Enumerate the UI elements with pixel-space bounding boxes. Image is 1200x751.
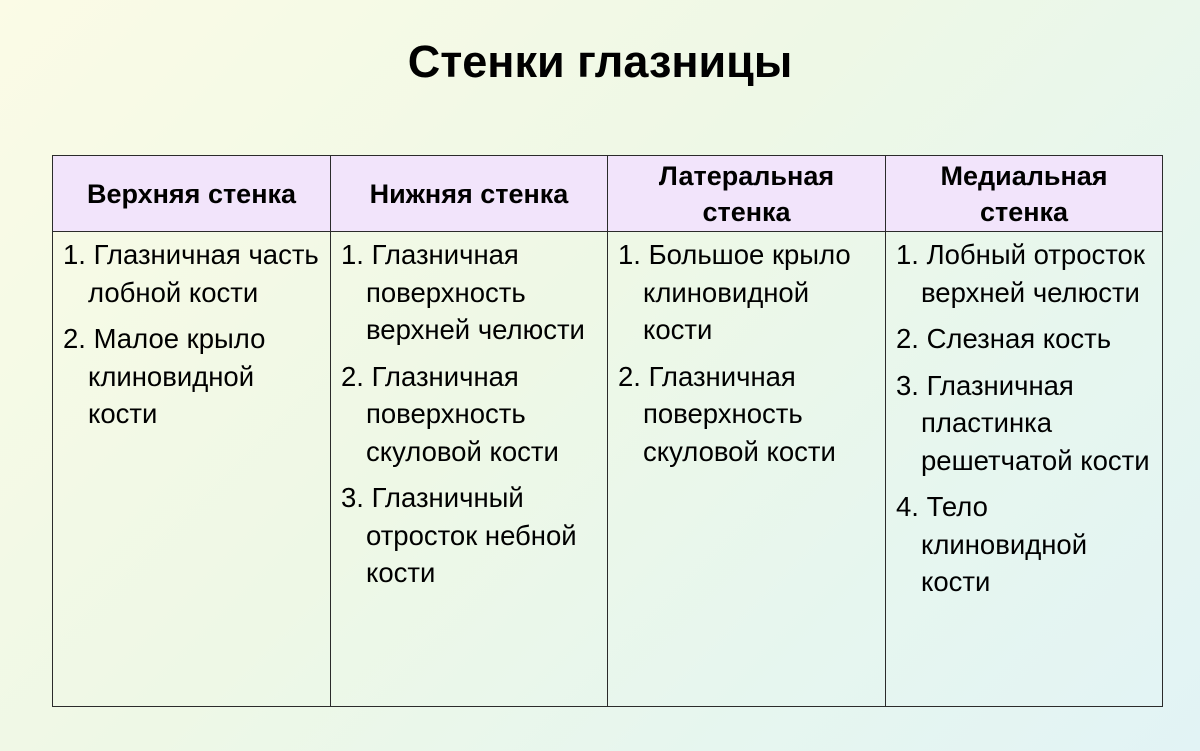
header-lateral-wall: Латеральная стенка	[608, 156, 886, 232]
list-item: 1. Глазничная поверхность верхней челюсти	[341, 239, 585, 345]
list-item: 1. Лобный отросток верхней челюсти	[896, 239, 1145, 308]
lateral-wall-cell	[608, 232, 886, 707]
list-item: 1. Большое крыло клиновидной кости	[618, 239, 851, 345]
list-item: 4. Тело клиновидной кости	[896, 491, 1088, 597]
medial-wall-cell	[886, 232, 1163, 707]
header-inferior-wall: Нижняя стенка	[331, 156, 608, 232]
list-item: 2. Глазничная поверхность скуловой кости	[341, 360, 559, 467]
header-superior-wall: Верхняя стенка	[53, 156, 331, 232]
list-item: 2. Глазничная поверхность скуловой кости	[618, 360, 836, 467]
list-item: 2. Слезная кость	[896, 323, 1112, 354]
table-row	[53, 232, 1163, 707]
list-item: 3. Глазничная пластинка решетчатой кости	[896, 369, 1150, 476]
list-item: 2. Малое крыло клиновидной кости	[63, 323, 266, 429]
orbit-walls-table	[52, 155, 1163, 707]
list-item: 1. Глазничная часть лобной кости	[63, 239, 319, 308]
header-medial-wall: Медиальная стенка	[886, 156, 1163, 232]
list-item: 3. Глазничный отросток небной кости	[341, 482, 577, 588]
superior-wall-cell	[53, 232, 331, 707]
page-title: Стенки глазницы	[407, 36, 793, 87]
inferior-wall-cell	[331, 232, 608, 707]
table-header-row	[53, 156, 1163, 232]
